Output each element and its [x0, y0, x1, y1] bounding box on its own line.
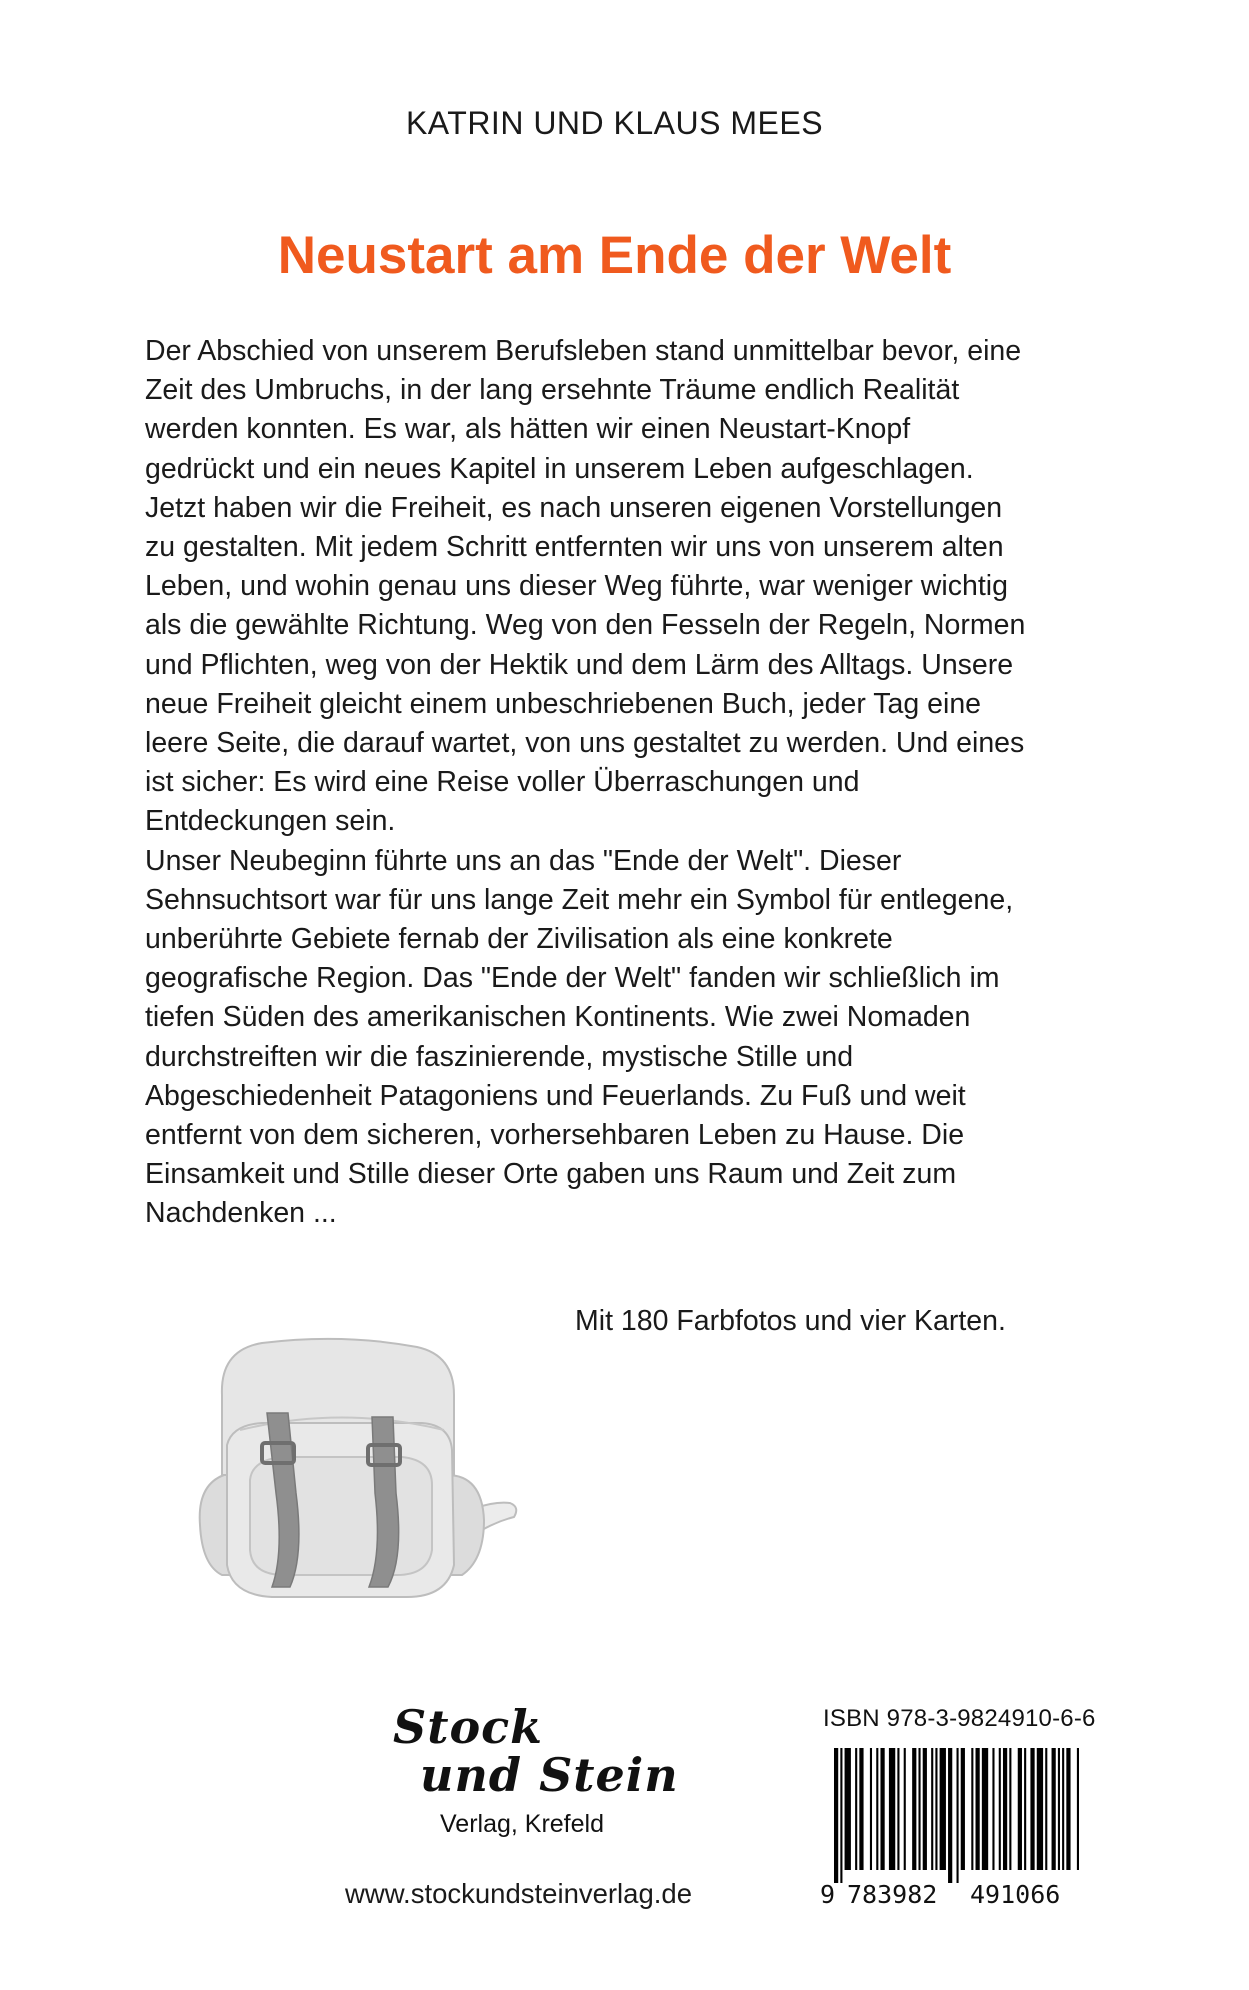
barcode-bar: [880, 1748, 884, 1870]
barcode-bar: [971, 1748, 973, 1870]
barcode-digit-first: 9: [820, 1880, 836, 1909]
barcode-bar: [961, 1748, 965, 1870]
barcode-digit-group1: 783982: [847, 1880, 938, 1909]
barcode-bar: [1003, 1748, 1007, 1870]
publisher-logo: [385, 1700, 685, 1850]
barcode-bar: [982, 1748, 988, 1870]
publisher-logo-line1: Stock: [393, 1700, 544, 1754]
blurb-line: unberührte Gebiete fernab der Zivilisation als eine konkrete: [145, 923, 893, 956]
book-title: Neustart am Ende der Welt: [277, 226, 952, 285]
author-name: KATRIN UND KLAUS MEES: [405, 105, 824, 141]
blurb-line: als die gewählte Richtung. Weg von den Fesseln der Regeln, Normen: [145, 609, 1026, 642]
barcode-bar: [855, 1748, 857, 1870]
barcode-bar: [859, 1748, 863, 1870]
barcode-bar: [957, 1748, 959, 1883]
barcode-bar: [992, 1748, 994, 1870]
blurb-line: neue Freiheit gleicht einem unbeschriebenen Buch, jeder Tag eine: [145, 687, 982, 720]
barcode-bar: [999, 1748, 1001, 1870]
barcode-bar: [931, 1748, 933, 1870]
barcode: [834, 1748, 1079, 1883]
barcode-bar: [1037, 1748, 1043, 1870]
barcode-bar: [1062, 1748, 1064, 1870]
blurb-line: Jetzt haben wir die Freiheit, es nach unseren eigenen Vorstellungen: [145, 491, 1003, 524]
barcode-bar: [948, 1748, 952, 1883]
barcode-bar: [1052, 1748, 1056, 1870]
barcode-bar: [923, 1748, 927, 1870]
barcode-bar: [1058, 1748, 1060, 1870]
barcode-bar: [918, 1748, 920, 1870]
barcode-bar: [1066, 1748, 1070, 1870]
blurb-line: durchstreiften wir die faszinierende, mystische Stille und: [145, 1040, 854, 1073]
barcode-bar: [912, 1748, 916, 1870]
blurb-line: entfernt von dem sicheren, vorhersehbaren Leben zu Hause. Die: [145, 1119, 965, 1152]
blurb-line: Zeit des Umbruchs, in der lang ersehnte Träume endlich Realität: [145, 374, 960, 407]
blurb-line: Der Abschied von unserem Berufsleben stand unmittelbar bevor, eine: [145, 335, 1022, 367]
publisher-website-link[interactable]: www.stockundsteinverlag.de: [345, 1878, 692, 1909]
barcode-digit-group2: 491066: [970, 1880, 1061, 1909]
blurb-line: ist sicher: Es wird eine Reise voller Überraschungen und: [145, 766, 860, 799]
blurb-line: Entdeckungen sein.: [145, 805, 396, 838]
blurb-line: tiefen Süden des amerikanischen Kontinents. Wie zwei Nomaden: [145, 1001, 971, 1034]
blurb-line: Sehnsuchtsort war für uns lange Zeit mehr ein Symbol für entlegene,: [145, 883, 1014, 916]
barcode-bar: [840, 1748, 842, 1883]
barcode-bar: [935, 1748, 937, 1870]
extras-note: Mit 180 Farbfotos und vier Karten.: [575, 1305, 1006, 1337]
barcode-bar: [1030, 1748, 1034, 1870]
barcode-bar: [1077, 1748, 1079, 1870]
barcode-bar: [904, 1748, 906, 1870]
blurb-line: gedrückt und ein neues Kapitel in unserem Leben aufgeschlagen.: [145, 452, 974, 485]
barcode-bar: [845, 1748, 851, 1870]
barcode-bar: [976, 1748, 980, 1870]
publisher-logo-line2: und Stein: [420, 1748, 679, 1802]
publisher-location: Verlag, Krefeld: [440, 1810, 604, 1838]
barcode-bar: [876, 1748, 878, 1870]
blurb-line: Nachdenken ...: [145, 1197, 337, 1230]
barcode-bar: [870, 1748, 872, 1870]
blurb-line: und Pflichten, weg von der Hektik und dem Lärm des Alltags. Unsere: [145, 648, 1014, 681]
blurb-line: Unser Neubeginn führte uns an das "Ende der Welt". Dieser: [145, 844, 902, 877]
blurb-line: Abgeschiedenheit Patagoniens und Feuerlands. Zu Fuß und weit: [145, 1079, 966, 1112]
isbn-label: ISBN 978-3-9824910-6-6: [823, 1705, 1096, 1732]
barcode-bar: [1018, 1748, 1022, 1870]
backpack-illustration: [192, 1325, 527, 1600]
blurb-line: werden konnten. Es war, als hätten wir einen Neustart-Knopf: [145, 413, 911, 446]
barcode-bar: [897, 1748, 899, 1870]
blurb-line: zu gestalten. Mit jedem Schritt entfernten wir uns von unserem alten: [145, 531, 1004, 564]
blurb-line: Einsamkeit und Stille dieser Orte gaben uns Raum und Zeit zum: [145, 1158, 957, 1191]
barcode-bar: [940, 1748, 946, 1870]
barcode-bar: [1024, 1748, 1026, 1870]
barcode-bar: [1009, 1748, 1011, 1870]
blurb-line: geografische Region. Das "Ende der Welt" fanden wir schließlich im: [145, 962, 1000, 995]
blurb-text: [145, 332, 1105, 1234]
blurb-line: Leben, und wohin genau uns dieser Weg führte, war weniger wichtig: [145, 570, 1008, 603]
barcode-bar: [834, 1748, 838, 1883]
barcode-bar: [1045, 1748, 1047, 1870]
blurb-line: leere Seite, die darauf wartet, von uns gestaltet zu werden. Und eines: [145, 727, 1025, 760]
barcode-bar: [889, 1748, 895, 1870]
